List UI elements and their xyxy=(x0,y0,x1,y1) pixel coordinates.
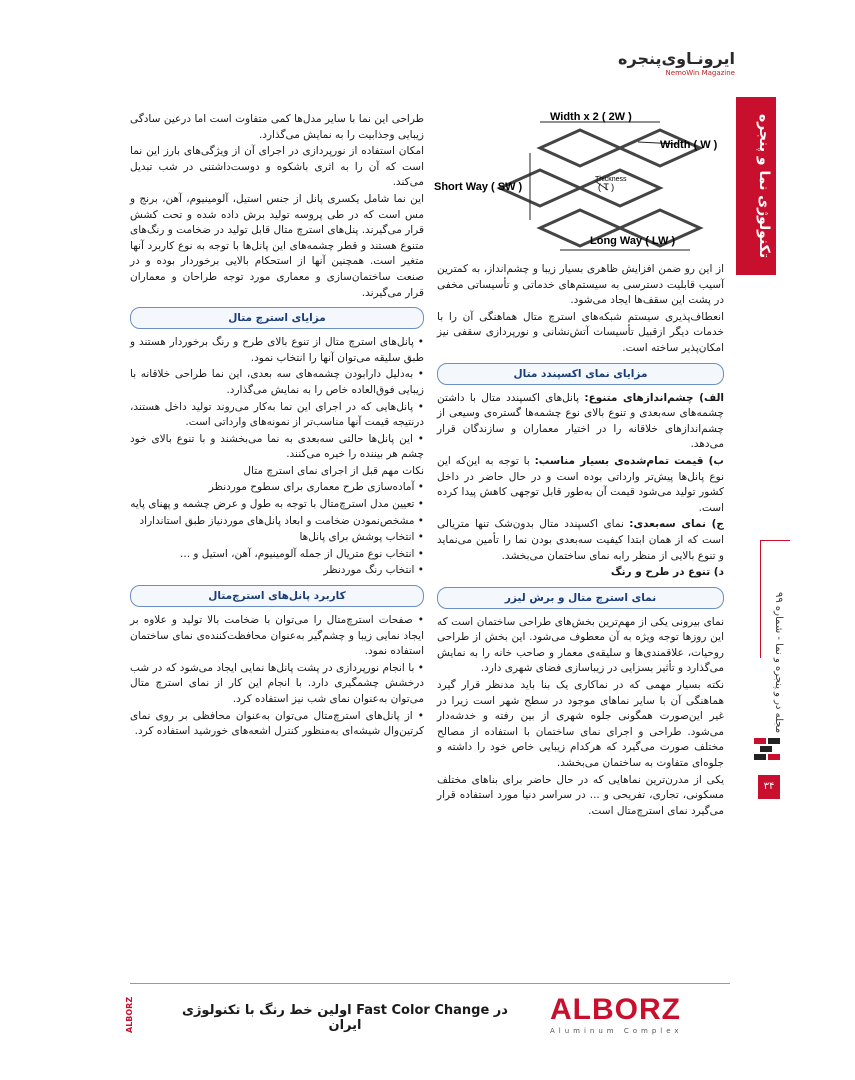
logo-title: ایرونـاوی‌پنجره xyxy=(618,49,735,68)
width-top-label: Width x 2 ( 2W ) xyxy=(550,111,632,123)
list-item: • این پانل‌ها حالتی سه‌بعدی به نما می‌بخشند و با تنوع بالای خود چشم هر بیننده را خیره می‌کنند. xyxy=(130,432,424,461)
paragraph-text: نمای اکسپندد متال بدون‌شک تنها متریالی است که از همان ابتدا کیفیت سه‌بعدی بودن نما را تأمین می‌نماید و تنوع بالایی از منظر رابه نمای ساختمان می‌بخشد. xyxy=(437,518,724,562)
paragraph-title: ب) قیمت تمام‌شده‌ی بسیار مناسب: xyxy=(534,454,724,467)
section-heading: مزایای استرچ متال xyxy=(130,307,424,329)
issue-label: مجله در و پنجره و نما - شماره ۹۹ xyxy=(773,591,784,733)
alborz-logo xyxy=(550,995,730,1035)
paragraph-text: پانل‌های اکسپندد متال با داشتن چشمه‌های سه‌بعدی و تنوع بالای نوع چشمه‌ها گستره‌ی وسیعی از چشم‌اندازهای خلاقانه را در اختیار معماران و سازندگان قرار می‌دهد. xyxy=(437,391,724,451)
ad-headline: اولین خط رنگ با تکنولوژی Fast Color Change در ایران xyxy=(182,1003,508,1033)
list-item: • انتخاب نوع متریال از جمله آلومینیوم، آهن، استیل و ... xyxy=(180,547,424,560)
section-heading: نمای استرچ متال و برش لیزر xyxy=(437,587,724,609)
list-item: • مشخص‌نمودن ضخامت و ابعاد پانل‌های موردنیاز طبق استانداراد xyxy=(139,514,424,527)
list-item: • به‌دلیل دارابودن چشمه‌های سه بعدی، این نما طراحی خلاقانه با زیبایی فوق‌العاده خاص را به نمایش می‌گذارد. xyxy=(130,368,424,396)
list-item: • پانل‌هایی که در اجرای این نما به‌کار می‌روند تولید داخل هستند، درنتیجه قیمت آنها مناسب‌تر از نمونه‌های وارداتی است. xyxy=(130,400,424,429)
left-column xyxy=(130,112,424,741)
list-item: • از پانل‌های استرچ‌متال می‌توان به‌عنوان محافظی بر روی نمای کرتین‌وال شیشه‌ای به‌منظور کنترل اشعه‌های خورشید استفاده کرد. xyxy=(130,709,424,738)
paragraph: نمای بیرونی یکی از مهم‌ترین بخش‌های طراحی ساختمان است که این روزها توجه ویژه به آن معطوف می‌شود. این بخش از طراحی روحیات، علاقمندی‌ها و سلیقه‌ی معمار و صاحب خانه را به نمایش می‌گذارد و تأثیر بسزایی در زیباسازی فضای شهری دارد. xyxy=(437,615,724,675)
paragraph xyxy=(437,517,724,564)
logo-subtitle: NemoWin Magazine xyxy=(665,69,735,77)
page-number: ۳۴ xyxy=(758,775,780,799)
paragraph-title: ج) نمای سه‌بعدی: xyxy=(629,518,724,531)
section-label-bar xyxy=(736,97,776,275)
list-item: • پانل‌های استرچ متال از تنوع بالای طرح و رنگ برخوردار هستند و طبق سلیقه می‌توان آنها را انتخاب نمود. xyxy=(130,336,424,364)
brand-vertical: ALBORZ xyxy=(125,996,134,1034)
right-column xyxy=(437,262,724,820)
section-heading: مزایای نمای اکسپندد متال xyxy=(437,363,724,385)
list-item: • صفحات استرچ‌متال را می‌توان با ضخامت بالا تولید و علاوه بر ایجاد نمایی زیبا و چشم‌گیر به‌عنوان محافظت‌کننده‌ی نمای ساختمان استفاده نمود. xyxy=(130,614,424,658)
brand-subtitle: Aluminum Complex xyxy=(550,1027,683,1035)
list-item: • انتخاب پوشش برای پانل‌ها xyxy=(299,531,424,544)
long-way-label: Long Way ( LW ) xyxy=(590,235,676,247)
footer-divider xyxy=(130,983,730,984)
paragraph xyxy=(437,454,724,516)
paragraph-text: با توجه به این‌که این نوع پانل‌ها پیش‌تر وارداتی بوده است و در حال حاضر در داخل کشور تولید می‌شود قیمت آن به‌طور قابل توجهی کاهش پیدا کرده است. xyxy=(437,454,724,514)
paragraph-title: الف) چشم‌اندازهای متنوع: xyxy=(584,391,724,404)
brick-icon xyxy=(752,736,782,764)
paragraph: طراحی این نما با سایر مدل‌ها کمی متفاوت است اما درعین سادگی زیبایی وجذابیت را به نمایش می‌گذارد. xyxy=(130,113,424,141)
paragraph: یکی از مدرن‌ترین نماهایی که در حال حاضر برای بناهای مختلف مسکونی، تجاری، تفریحی و ... در سراسر دنیا مورد استفاده قرار می‌گیرد نمای استرچ‌متال است. xyxy=(437,773,724,817)
section-label: تکنولوژی نما و پنجره xyxy=(756,113,772,259)
list-item: • انتخاب رنگ مورد‌نظر xyxy=(323,564,424,577)
paragraph: امکان استفاده از نورپردازی در اجرای آن از ویژگی‌های بارز این نما است که آن را به اثری باشکوه و دوست‌داشتنی در شب تبدیل می‌کند. xyxy=(130,145,424,189)
sidebar-divider xyxy=(760,540,761,658)
list-item: • تعیین مدل استرچ‌متال با توجه به طول و عرض چشمه و پهنای پایه xyxy=(130,498,424,511)
paragraph: انعطاف‌پذیری سیستم شبکه‌های استرچ متال هماهنگی آن را با خدمات دیگر ازقبیل تأسیسات آتش‌نشانی و نورپردازی سقفی نیز امکان‌پذیر ساخته است. xyxy=(437,310,724,354)
thickness-t-label: ( T ) xyxy=(598,182,615,192)
short-way-label: Short Way ( SW ) xyxy=(434,181,523,193)
thickness-label: Thickness xyxy=(595,176,627,183)
expanded-metal-diagram xyxy=(430,108,730,258)
paragraph-title: د) تنوع در طرح و رنگ xyxy=(610,566,724,579)
section-heading: کاربرد پانل‌های استرچ‌متال xyxy=(130,585,424,607)
brand-name: ALBORZ xyxy=(550,993,681,1026)
paragraph: این نما شامل یکسری پانل از جنس استیل، آلومینیوم، آهن، برنج و مس است که در طی پروسه تولید برش داده شده و تحت کشش قرار می‌گیرند. پنل‌های استرچ متال قابل تولید در ضخامت و رنگ‌های متنوع هستند و قطر چشمه‌های این پانل‌ها با توجه به نوع کاربرد آنها متغیر است. همچنین آنها از استحکام بالایی برخوردار بوده و در صنعت ساختمان‌سازی و معماری مورد توجه طراحان و معماران قرار می‌گیرند. xyxy=(130,192,424,299)
list-item: • آماده‌سازی طرح معماری برای سطوح مورد‌نظر xyxy=(208,481,424,494)
paragraph: نکته بسیار مهمی که در نماکاری یک بنا باید مدنظر قرار گیرد هماهنگی آن با سایر نماهای موجود در سطح شهر است زیرا در غیر این‌صورت همگونی جلوه شهری از بین رفته و خدشه‌دار می‌شود. طراحی و اجرای نمای ساختمان با استفاده از مصالح مختلف صورت می‌گیرد که هرکدام زیبایی خاص خود را داشته و جلوه‌ای متفاوت به ساختمان می‌بخشد. xyxy=(437,679,724,770)
width-label: Width ( W ) xyxy=(660,139,718,151)
paragraph xyxy=(437,391,724,453)
notes-title: نکات مهم قبل از اجرای نمای استرچ متال xyxy=(243,464,424,477)
magazine-logo xyxy=(618,49,735,84)
list-item: • با انجام نورپردازی در پشت پانل‌ها نمایی ایجاد می‌شود که در شب درخشش چشمگیری دارد. با انجام این کار از نمای استرچ متال می‌توان به‌عنوان نمای شب نیز استفاده کرد. xyxy=(130,661,424,705)
paragraph: از این رو ضمن افزایش ظاهری بسیار زیبا و چشم‌انداز، به کمترین آسیب قابلیت دسترسی به سیستم‌های خدماتی و تأسیساتی مخفی در پشت این سقف‌ها ایجاد می‌شود. xyxy=(437,263,724,307)
sidebar-divider-top xyxy=(760,540,790,541)
